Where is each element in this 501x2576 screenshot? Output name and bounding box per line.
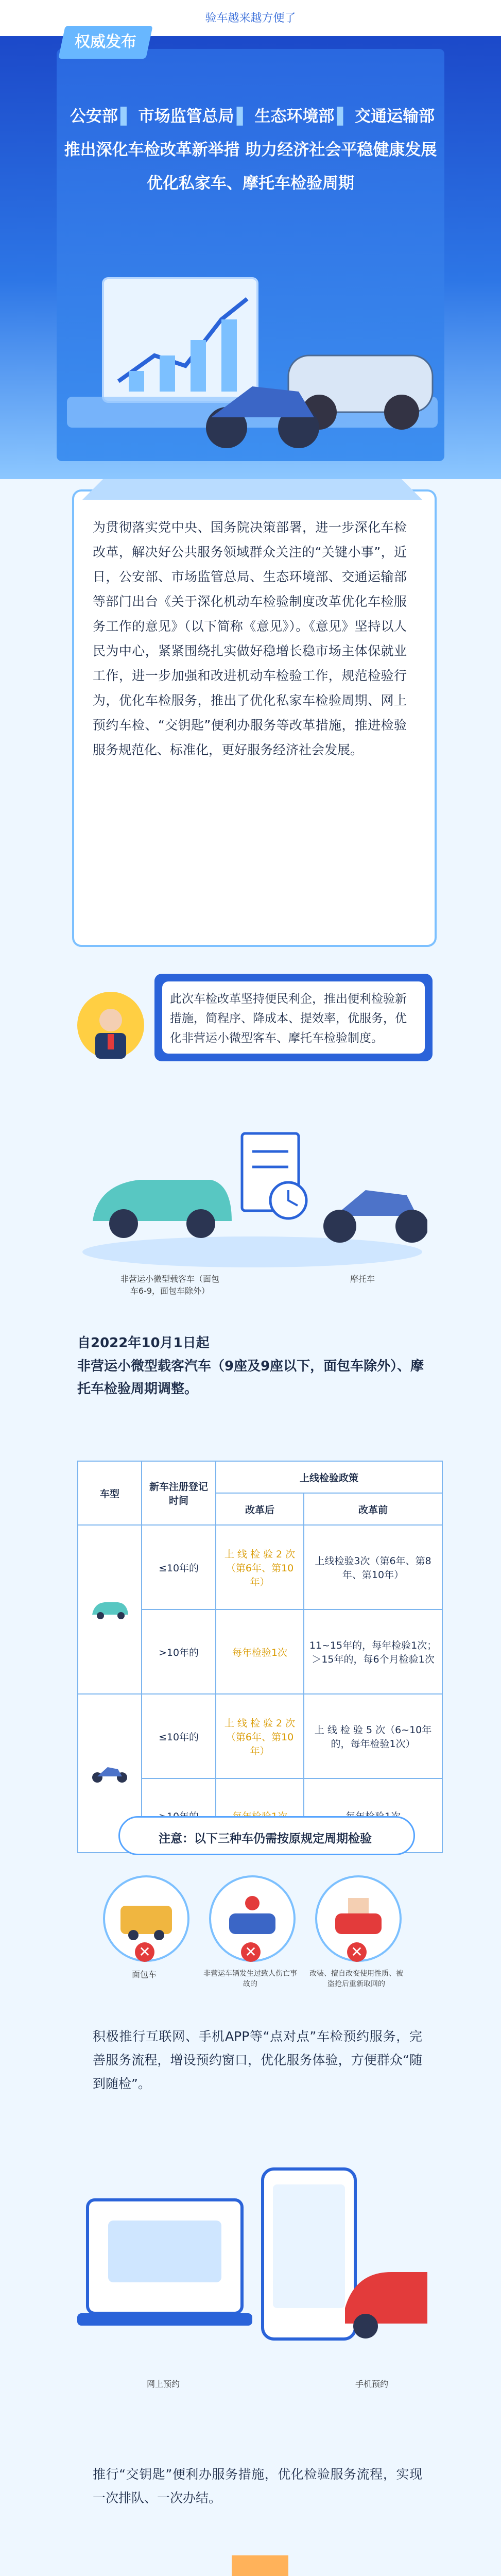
col-before-reform: 改革前 <box>304 1493 442 1525</box>
motorcycle-icon <box>89 1761 130 1784</box>
reg-cell: ≤10年的 <box>142 1525 216 1609</box>
effective-date-subtitle: 非营运小微型载客汽车（9座及9座以下，面包车除外）、摩托车检验周期调整。 <box>77 1359 424 1397</box>
hero-headline-2: 优化私家车、摩托车检验周期 <box>147 174 354 193</box>
x-icon: ✕ <box>241 1942 261 1962</box>
note-item-label: 面包车 <box>131 1970 157 1979</box>
before-cell: 上线检验3次（第6年、第8年、第10年） <box>304 1525 442 1609</box>
top-notice-text: 验车越来越方便了 <box>205 12 296 25</box>
col-policy: 上线检验政策 <box>216 1461 442 1493</box>
after-cell: 每年检验1次 <box>216 1609 304 1694</box>
moto-caption: 摩托车 <box>350 1274 375 1284</box>
note-item-label: 非营运车辆发生过致人伤亡事故的 <box>203 1970 297 1988</box>
online-booking-illustration <box>77 2138 438 2380</box>
effective-date: 自2022年10月1日起 <box>77 1335 210 1351</box>
col-after-reform: 改革后 <box>216 1493 304 1525</box>
hero-headline-1: 推出深化车检改革新举措 助力经济社会平稳健康发展 <box>64 141 437 159</box>
x-icon: ✕ <box>347 1942 367 1962</box>
note-title: 注意：以下三种车仍需按原规定周期检验 <box>159 1832 372 1845</box>
online-caption: 网上预约 <box>147 2379 180 2389</box>
after-cell: 上 线 检 验 2 次（第6年、第10年） <box>216 1694 304 1778</box>
vehicle-illustration <box>77 1123 427 1278</box>
col-vehicle-type: 车型 <box>78 1461 142 1525</box>
inspection-cycle-table <box>77 1461 443 1853</box>
measures-text: 此次车检改革坚持便民利企，推出便利检验新措施，简程序、降成本、提效率，优服务，优化非营运小微型客车、摩托车检验制度。 <box>170 992 407 1045</box>
car-type-cell <box>78 1525 142 1694</box>
official-release-badge: 权威发布 <box>58 26 153 59</box>
col-registration: 新车注册登记时间 <box>142 1461 216 1525</box>
before-cell: 11~15年的，每年检验1次；＞15年的，每6个月检验1次 <box>304 1609 442 1694</box>
key-handover-paragraph: 推行“交钥匙”便利办服务措施，优化检验服务流程，实现一次排队、一次办结。 <box>93 2467 422 2505</box>
hero-illustration <box>57 216 444 459</box>
hero-agencies: 公安部 ▌ 市场监管总局 ▌ 生态环境部 ▌ 交通运输部 <box>70 107 435 126</box>
intro-paragraph: 为贯彻落实党中央、国务院决策部署，进一步深化车检改革，解决好公共服务领域群众关注的“关键小事”，近日，公安部、市场监管总局、生态环境部、交通运输部等部门出台《关于深化机动车检验制度改革优化车检服务工作的意见》（以下简称《意见》）。《意见》坚持以人民为中心，紧紧围绕扎实做好稳增长稳市场主体保就业工作，进一步加强和改进机动车检验工作，规范检验行为，优化车检服务，推出了优化私家车检验周期、网上预约车检、“交钥匙”便利办服务等改革措施，推进检验服务规范化、标准化，更好服务经济社会发展。 <box>93 520 407 757</box>
key-handover-illustration <box>62 2535 443 2576</box>
reg-cell: >10年的 <box>142 1609 216 1694</box>
car-icon <box>89 1597 130 1620</box>
table-row <box>78 1694 442 1778</box>
official-figure-icon <box>85 1002 136 1059</box>
reg-cell: ≤10年的 <box>142 1694 216 1778</box>
car-caption: 非营运小微型载客车（面包车6-9，面包车除外） <box>120 1274 219 1296</box>
x-icon: ✕ <box>135 1942 154 1962</box>
online-booking-paragraph: 积极推行互联网、手机APP等“点对点”车检预约服务，完善服务流程，增设预约窗口，优化服务体验，方便群众“随到随检”。 <box>93 2029 422 2091</box>
intro-card-ribbon <box>82 479 422 500</box>
after-cell: 上 线 检 验 2 次（第6年、第10年） <box>216 1525 304 1609</box>
before-cell: 上 线 检 验 5 次（6~10年的，每年检验1次） <box>304 1694 442 1778</box>
table-row <box>78 1525 442 1609</box>
note-item-label: 改装、擅自改变使用性质、被盗抢后重新取回的 <box>309 1970 403 1988</box>
phone-caption: 手机预约 <box>355 2379 389 2389</box>
